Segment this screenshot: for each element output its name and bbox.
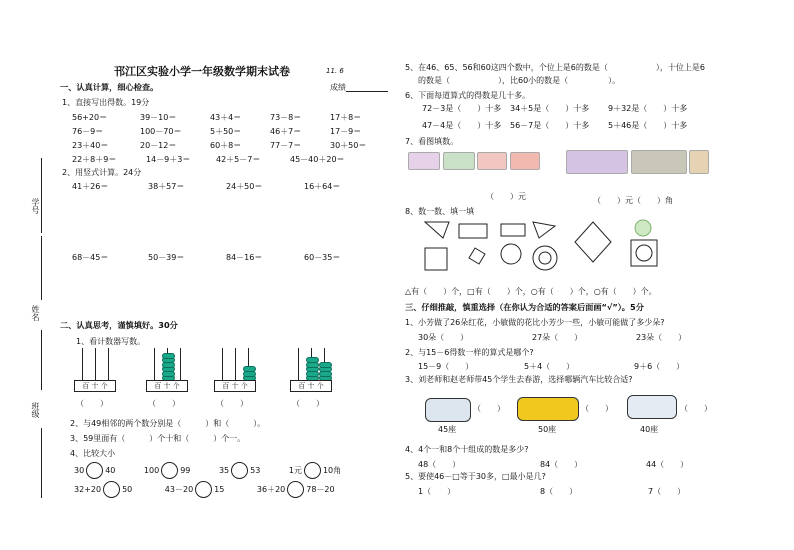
problem-item: 68－45＝ [72, 253, 109, 262]
abacus-rod [82, 348, 83, 380]
abacus-base: 百 十 个 [146, 380, 188, 392]
abacus-answer[interactable]: （ ） [292, 399, 324, 408]
rectangle-shape [501, 224, 525, 236]
banknote-image [689, 150, 709, 174]
inner-circle-shape [539, 252, 551, 264]
abacus-base: 百 十 个 [214, 380, 256, 392]
problem-item: 23＋40＝ [72, 141, 109, 150]
problem-item: 60－35＝ [304, 253, 341, 262]
banknote-image [408, 152, 440, 170]
problem-item: 17＋8＝ [330, 113, 362, 122]
bus-45-answer[interactable]: （ ） [473, 404, 505, 413]
problem-item: 44（ ） [646, 460, 689, 469]
abacus-rod [95, 348, 96, 380]
problem-item: 30＋50＝ [330, 141, 367, 150]
problem-item: 60＋8＝ [210, 141, 242, 150]
diamond-shape [469, 248, 485, 264]
square-shape [631, 240, 657, 266]
bus-50-label: 50座 [538, 425, 557, 434]
section-2-heading: 二、认真思考，谨慎填好。30分 [60, 320, 178, 330]
problem-item: 15－9（ ） [418, 362, 474, 371]
abacus [214, 348, 256, 410]
compare-circle[interactable] [86, 462, 103, 479]
abacus [290, 348, 332, 410]
compare-left: 36＋20 [256, 485, 286, 494]
problem-item: 22＋8＋9＝ [72, 155, 117, 164]
abacus-rod [108, 348, 109, 380]
student-number-label: 学号 [31, 198, 40, 214]
circle-shape [533, 246, 557, 270]
square-shape [425, 248, 447, 270]
problem-item: 24＋50＝ [226, 182, 263, 191]
problem-item: 72－3是（ ）十多 [422, 104, 502, 113]
problem-item: 14－9＋3＝ [146, 155, 191, 164]
compare-right: 99 [180, 466, 191, 475]
triangle-shape [425, 222, 449, 238]
compare-left: 30 [74, 466, 85, 475]
abacus-bead [162, 353, 175, 359]
problem-item: 27朵（ ） [532, 333, 583, 342]
compare-circle[interactable] [304, 462, 321, 479]
problem-item: 48（ ） [418, 460, 461, 469]
compare-right: 50 [122, 485, 133, 494]
abacus-rod [154, 348, 155, 380]
problem-item: 9＋32是（ ）十多 [608, 104, 688, 113]
compare-circle[interactable] [231, 462, 248, 479]
rectangle-shape [459, 224, 487, 238]
compare-left: 43－20 [164, 485, 194, 494]
problem-item: 5＋46是（ ）十多 [608, 121, 688, 130]
student-number-line [41, 158, 42, 233]
problem-item: 30朵（ ） [418, 333, 469, 342]
banknote-image [631, 150, 687, 174]
problem-item: 84－16＝ [226, 253, 263, 262]
problem-item: 20－12＝ [140, 141, 177, 150]
abacus-bead [306, 357, 319, 363]
banknote-image [510, 152, 540, 170]
bus-40-image [627, 395, 677, 419]
abacus [146, 348, 188, 410]
abacus-bead [319, 362, 332, 368]
q2-heading: 2、用竖式计算。24分 [62, 168, 142, 177]
q3-abacus-heading: 1、看计数器写数。 [76, 337, 146, 346]
compare-right: 40 [105, 466, 116, 475]
shapes-figure [415, 218, 675, 276]
compare-left: 1元 [288, 466, 302, 475]
problem-item: 43＋4＝ [210, 113, 242, 122]
compare-circle[interactable] [287, 481, 304, 498]
problem-item: 8（ ） [540, 487, 578, 496]
problem-item: 42＋5－7＝ [216, 155, 261, 164]
abacus-base: 百 十 个 [290, 380, 332, 392]
compare-row-1 [74, 462, 341, 479]
money-answer-1: （ ）元 [486, 192, 526, 201]
bus-40-label: 40座 [640, 425, 659, 434]
compare-right: 78－20 [306, 485, 335, 494]
abacus-rod [235, 348, 236, 380]
problem-item: 47－4是（ ）十多 [422, 121, 502, 130]
choice-q1: 1、小芳做了26朵红花，小敏做的花比小芳少一些，小敏可能做了多少朵? [405, 318, 665, 327]
q5-tens-ones: 3、59里面有（ ）个十和（ ）个一。 [70, 434, 246, 443]
problem-item: 77－7＝ [270, 141, 302, 150]
score-line [346, 91, 388, 92]
class-label: 班级 [31, 402, 40, 418]
problem-item: 100－70＝ [140, 127, 182, 136]
compare-circle[interactable] [161, 462, 178, 479]
problem-item: 34＋5是（ ）十多 [510, 104, 590, 113]
problem-item: 73－8＝ [270, 113, 302, 122]
problem-item: 16＋64＝ [304, 182, 341, 191]
problem-item: 56－7是（ ）十多 [510, 121, 590, 130]
problem-item: 41＋26＝ [72, 182, 109, 191]
abacus-rod [180, 348, 181, 380]
circle-shape [501, 244, 521, 264]
problem-item: 84（ ） [540, 460, 583, 469]
q6-compare-heading: 4、比较大小 [70, 449, 116, 458]
compare-right: 53 [250, 466, 261, 475]
abacus-answer[interactable]: （ ） [76, 399, 108, 408]
compare-left: 35 [218, 466, 230, 475]
abacus-rod [298, 348, 299, 380]
bus-40-answer[interactable]: （ ） [680, 404, 712, 413]
section-1-heading: 一、认真计算，细心检查。 [60, 82, 159, 92]
problem-item: 50－39＝ [148, 253, 185, 262]
bus-50-image [517, 397, 579, 421]
compare-circle[interactable] [103, 481, 120, 498]
choice-q2: 2、与15－6得数一样的算式是哪个? [405, 348, 534, 357]
bus-45-label: 45座 [438, 425, 457, 434]
problem-item: 45－40＋20＝ [290, 155, 345, 164]
compare-right: 10角 [322, 466, 342, 475]
problem-item: 38＋57＝ [148, 182, 185, 191]
abacus [74, 348, 116, 410]
compare-left: 32+20 [74, 485, 102, 494]
choice-q3: 3、刘老师和赵老师带45个学生去春游，选择哪辆汽车比较合适? [405, 375, 633, 384]
q1-heading: 1、直接写出得数。19分 [62, 98, 150, 107]
q5-digits-line2: 的数是（ ），比60小的数是（ ）。 [418, 76, 621, 85]
abacus-bead [243, 366, 256, 372]
abacus-base: 百 十 个 [74, 380, 116, 392]
green-circle-shape [635, 220, 651, 236]
problem-item: 17－9＝ [330, 127, 362, 136]
problem-item: 9＋6（ ） [634, 362, 685, 371]
triangle-shape [533, 222, 555, 238]
choice-q4: 4、4个一和8个十组成的数是多少? [405, 445, 529, 454]
page-title: 邗江区实验小学一年级数学期末试卷 [114, 65, 290, 78]
problem-item: 46＋7＝ [270, 127, 302, 136]
problem-item: 5＋4（ ） [524, 362, 575, 371]
circle-shape [636, 245, 652, 261]
abacus-answer[interactable]: （ ） [216, 399, 248, 408]
score-label: 成绩 [330, 83, 346, 92]
section-3-heading: 三、仔细推敲，慎重选择（在你认为合适的答案后面画“√”）。5分 [405, 302, 644, 312]
problem-item: 76－9＝ [72, 127, 104, 136]
problem-item: 56+20＝ [72, 113, 108, 122]
bus-45-image [425, 398, 471, 422]
choice-q5: 5、要使46－□等于30多，□最小是几? [405, 472, 546, 481]
compare-left: 100 [143, 466, 160, 475]
banknote-image [566, 150, 628, 174]
compare-row-2 [74, 481, 335, 498]
compare-circle[interactable] [195, 481, 212, 498]
exam-date: 11. 6 [326, 67, 344, 75]
q8-shapes-heading: 8、数一数、填一填 [405, 207, 475, 216]
banknote-image [477, 152, 507, 170]
money-answer-2: （ ）元（ ）角 [593, 196, 673, 205]
banknote-group-2 [566, 150, 709, 174]
problem-item: 23朵（ ） [636, 333, 687, 342]
q4-neighbors: 2、与49相邻的两个数分别是（ ）和（ ）。 [70, 419, 266, 428]
bus-50-answer[interactable]: （ ） [581, 404, 613, 413]
abacus-rod [222, 348, 223, 380]
class-line-upper [41, 330, 42, 390]
problem-item: 5＋50＝ [210, 127, 242, 136]
problem-item: 7（ ） [648, 487, 686, 496]
name-label: 姓名 [31, 305, 40, 321]
class-line [41, 428, 42, 498]
abacus-answer[interactable]: （ ） [148, 399, 180, 408]
banknote-group-1 [408, 152, 540, 170]
q6-tens-heading: 6、下面每道算式的得数是几十多。 [405, 91, 531, 100]
shape-count-line: △有（ ）个，□有（ ）个，○有（ ）个，○有（ ）个。 [405, 287, 657, 296]
compare-right: 15 [214, 485, 225, 494]
q5-digits-line1: 5、在46、65、56和60这四个数中，个位上是6的数是（ ），十位上是6 [405, 63, 705, 72]
problem-item: 1（ ） [418, 487, 456, 496]
banknote-image [443, 152, 475, 170]
problem-item: 39－10＝ [140, 113, 177, 122]
q7-money-heading: 7、看图填数。 [405, 137, 459, 146]
name-line [41, 236, 42, 300]
diamond-shape [575, 222, 611, 262]
